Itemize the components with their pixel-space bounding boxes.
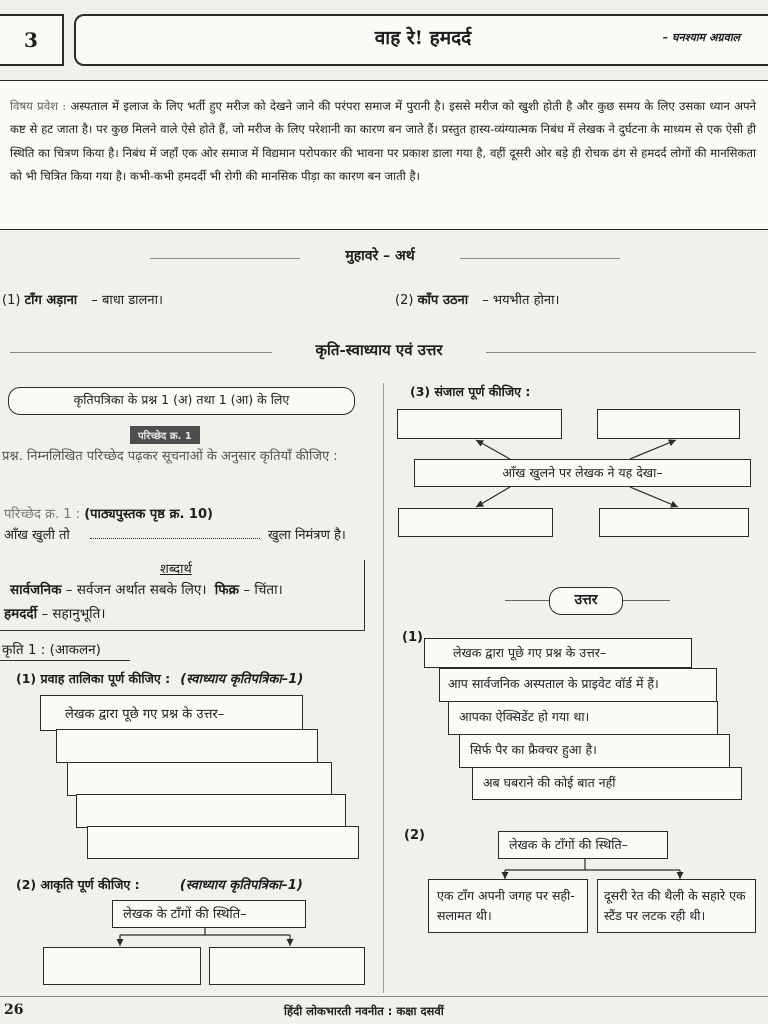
answer-text: एक टाँग अपनी जगह पर सही-सलामत थी।	[437, 888, 575, 923]
worksheet-pill: कृतिपत्रिका के प्रश्न 1 (अ) तथा 1 (आ) के लिए	[8, 387, 355, 415]
idiom-meaning: – बाधा डालना।	[91, 293, 163, 308]
q2-label: (2) आकृति पूर्ण कीजिए :	[16, 877, 140, 892]
chapter-number: 3	[0, 14, 64, 66]
answer-text: दूसरी रेत की थैली के सहारे एक स्टैंड पर लटक रही थी।	[604, 888, 746, 923]
kriti-sub: (आकलन)	[49, 642, 101, 658]
footer-rule	[0, 996, 768, 997]
passage-label: परिच्छेद क्र. 1 :	[4, 507, 81, 522]
page-number: 26	[4, 1002, 24, 1018]
passage-ref: (पाठ्यपुस्तक पृष्ठ क्र. 10)	[84, 507, 213, 522]
web-center-text: आँख खुलने पर लेखक ने यह देखा–	[502, 465, 663, 480]
section-heading: कृति-स्वाध्याय एवं उत्तर	[315, 341, 443, 359]
idiom-phrase: टाँग अड़ाना	[24, 293, 78, 308]
answer-text: आप सार्वजनिक अस्पताल के प्राइवेट वॉर्ड में हैं।	[448, 676, 659, 691]
answer-num: (1)	[402, 630, 423, 645]
kriti-label: कृति 1 :	[2, 642, 46, 658]
q1-label: (1) प्रवाह तालिका पूर्ण कीजिए :	[16, 671, 171, 686]
answer-box	[439, 668, 717, 702]
q2-ref: (स्वाध्याय कृतिपत्रिका–1)	[179, 878, 303, 893]
idiom-num: (1)	[2, 293, 21, 308]
intro-text: अस्पताल में इलाज के लिए भर्ती हुए मरीज को देखने जाने की परंपरा समाज में पुरानी है। इससे मरीज को खुशी होती है और कुछ समय के लिए उसका ध्यान अपने कष्ट से हट जाता है। पर कुछ मिलने वाले ऐसे होते हैं, जो मरीज के लिए परेशानी का कारण बन जाते हैं। प्रस्तुत हास्य-व्यंग्यात्मक निबंध में लेखक ने दुर्घटना के माध्यम से एक ऐसी ही स्थिति का चित्रण किया है। निबंध में जहाँ एक ओर समाज में विद्यमान परोपकार की भावना पर प्रकाश डाला गया है, वहीं दूसरी ओर बड़े ही रोचक ढंग से हमदर्द लोगों की मानसिकता को भी चित्रित किया गया है। कभी-कभी हमदर्दी भी रोगी की मानसिक पीड़ा का कारण बन जाती है।	[10, 99, 756, 184]
flow-box-text: लेखक द्वारा पूछे गए प्रश्न के उत्तर–	[65, 707, 225, 722]
divider	[505, 600, 549, 601]
q1-ref: (स्वाध्याय कृतिपत्रिका–1)	[180, 672, 304, 687]
q3-label: (3) संजाल पूर्ण कीजिए :	[410, 384, 531, 399]
answer-box	[428, 879, 588, 933]
glossary-meaning: – सहानुभूति।	[37, 606, 106, 622]
answer-text: आपका ऐक्सिडेंट हो गया था।	[459, 709, 590, 724]
answer-box	[472, 767, 742, 800]
idiom-phrase: काँप उठना	[417, 293, 469, 308]
answer-num: (2)	[404, 828, 425, 843]
instruction: प्रश्न. निम्नलिखित परिच्छेद पढ़कर सूचनाओं के अनुसार कृतियाँ कीजिए :	[2, 449, 338, 464]
answer-box	[459, 734, 730, 768]
lesson-title: वाह रे! हमदर्द	[374, 27, 472, 49]
lesson-author: – घनश्याम अग्रवाल	[662, 31, 740, 44]
glossary-term: सार्वजनिक	[10, 582, 62, 598]
divider	[622, 600, 670, 601]
answer-box	[597, 879, 756, 933]
glossary-term: फिक्र	[214, 582, 240, 598]
passage-start: आँख खुली तो	[4, 528, 70, 543]
figure-box-text: लेखक के टाँगों की स्थिति–	[123, 907, 247, 922]
glossary-term: हमदर्दी	[4, 606, 38, 622]
intro-label: विषय प्रवेश :	[10, 99, 67, 113]
answer-text: अब घबराने की कोई बात नहीं	[483, 775, 616, 790]
answer-box	[498, 831, 668, 859]
answer-box	[448, 701, 718, 735]
answer-text: सिर्फ पैर का फ्रैक्चर हुआ है।	[470, 742, 597, 757]
glossary-heading: शब्दार्थ	[160, 562, 192, 577]
answer-text: लेखक द्वारा पूछे गए प्रश्न के उत्तर–	[453, 645, 607, 660]
glossary-meaning: – चिंता।	[239, 582, 283, 598]
passage-end: खुला निमंत्रण है।	[268, 528, 346, 543]
idioms-heading: मुहावरे – अर्थ	[345, 248, 415, 264]
answer-box	[424, 638, 692, 668]
glossary-meaning: – सर्वजन अर्थात सबके लिए।	[61, 582, 207, 598]
idiom-meaning: – भयभीत होना।	[482, 293, 560, 308]
idiom-num: (2)	[395, 293, 414, 308]
book-title: हिंदी लोकभारती नवनीत : कक्षा दसवीं	[284, 1004, 444, 1018]
answer-text: लेखक के टाँगों की स्थिति–	[509, 837, 628, 852]
passage-tag: परिच्छेद क्र. 1	[130, 426, 200, 444]
answer-heading: उत्तर	[549, 587, 623, 615]
